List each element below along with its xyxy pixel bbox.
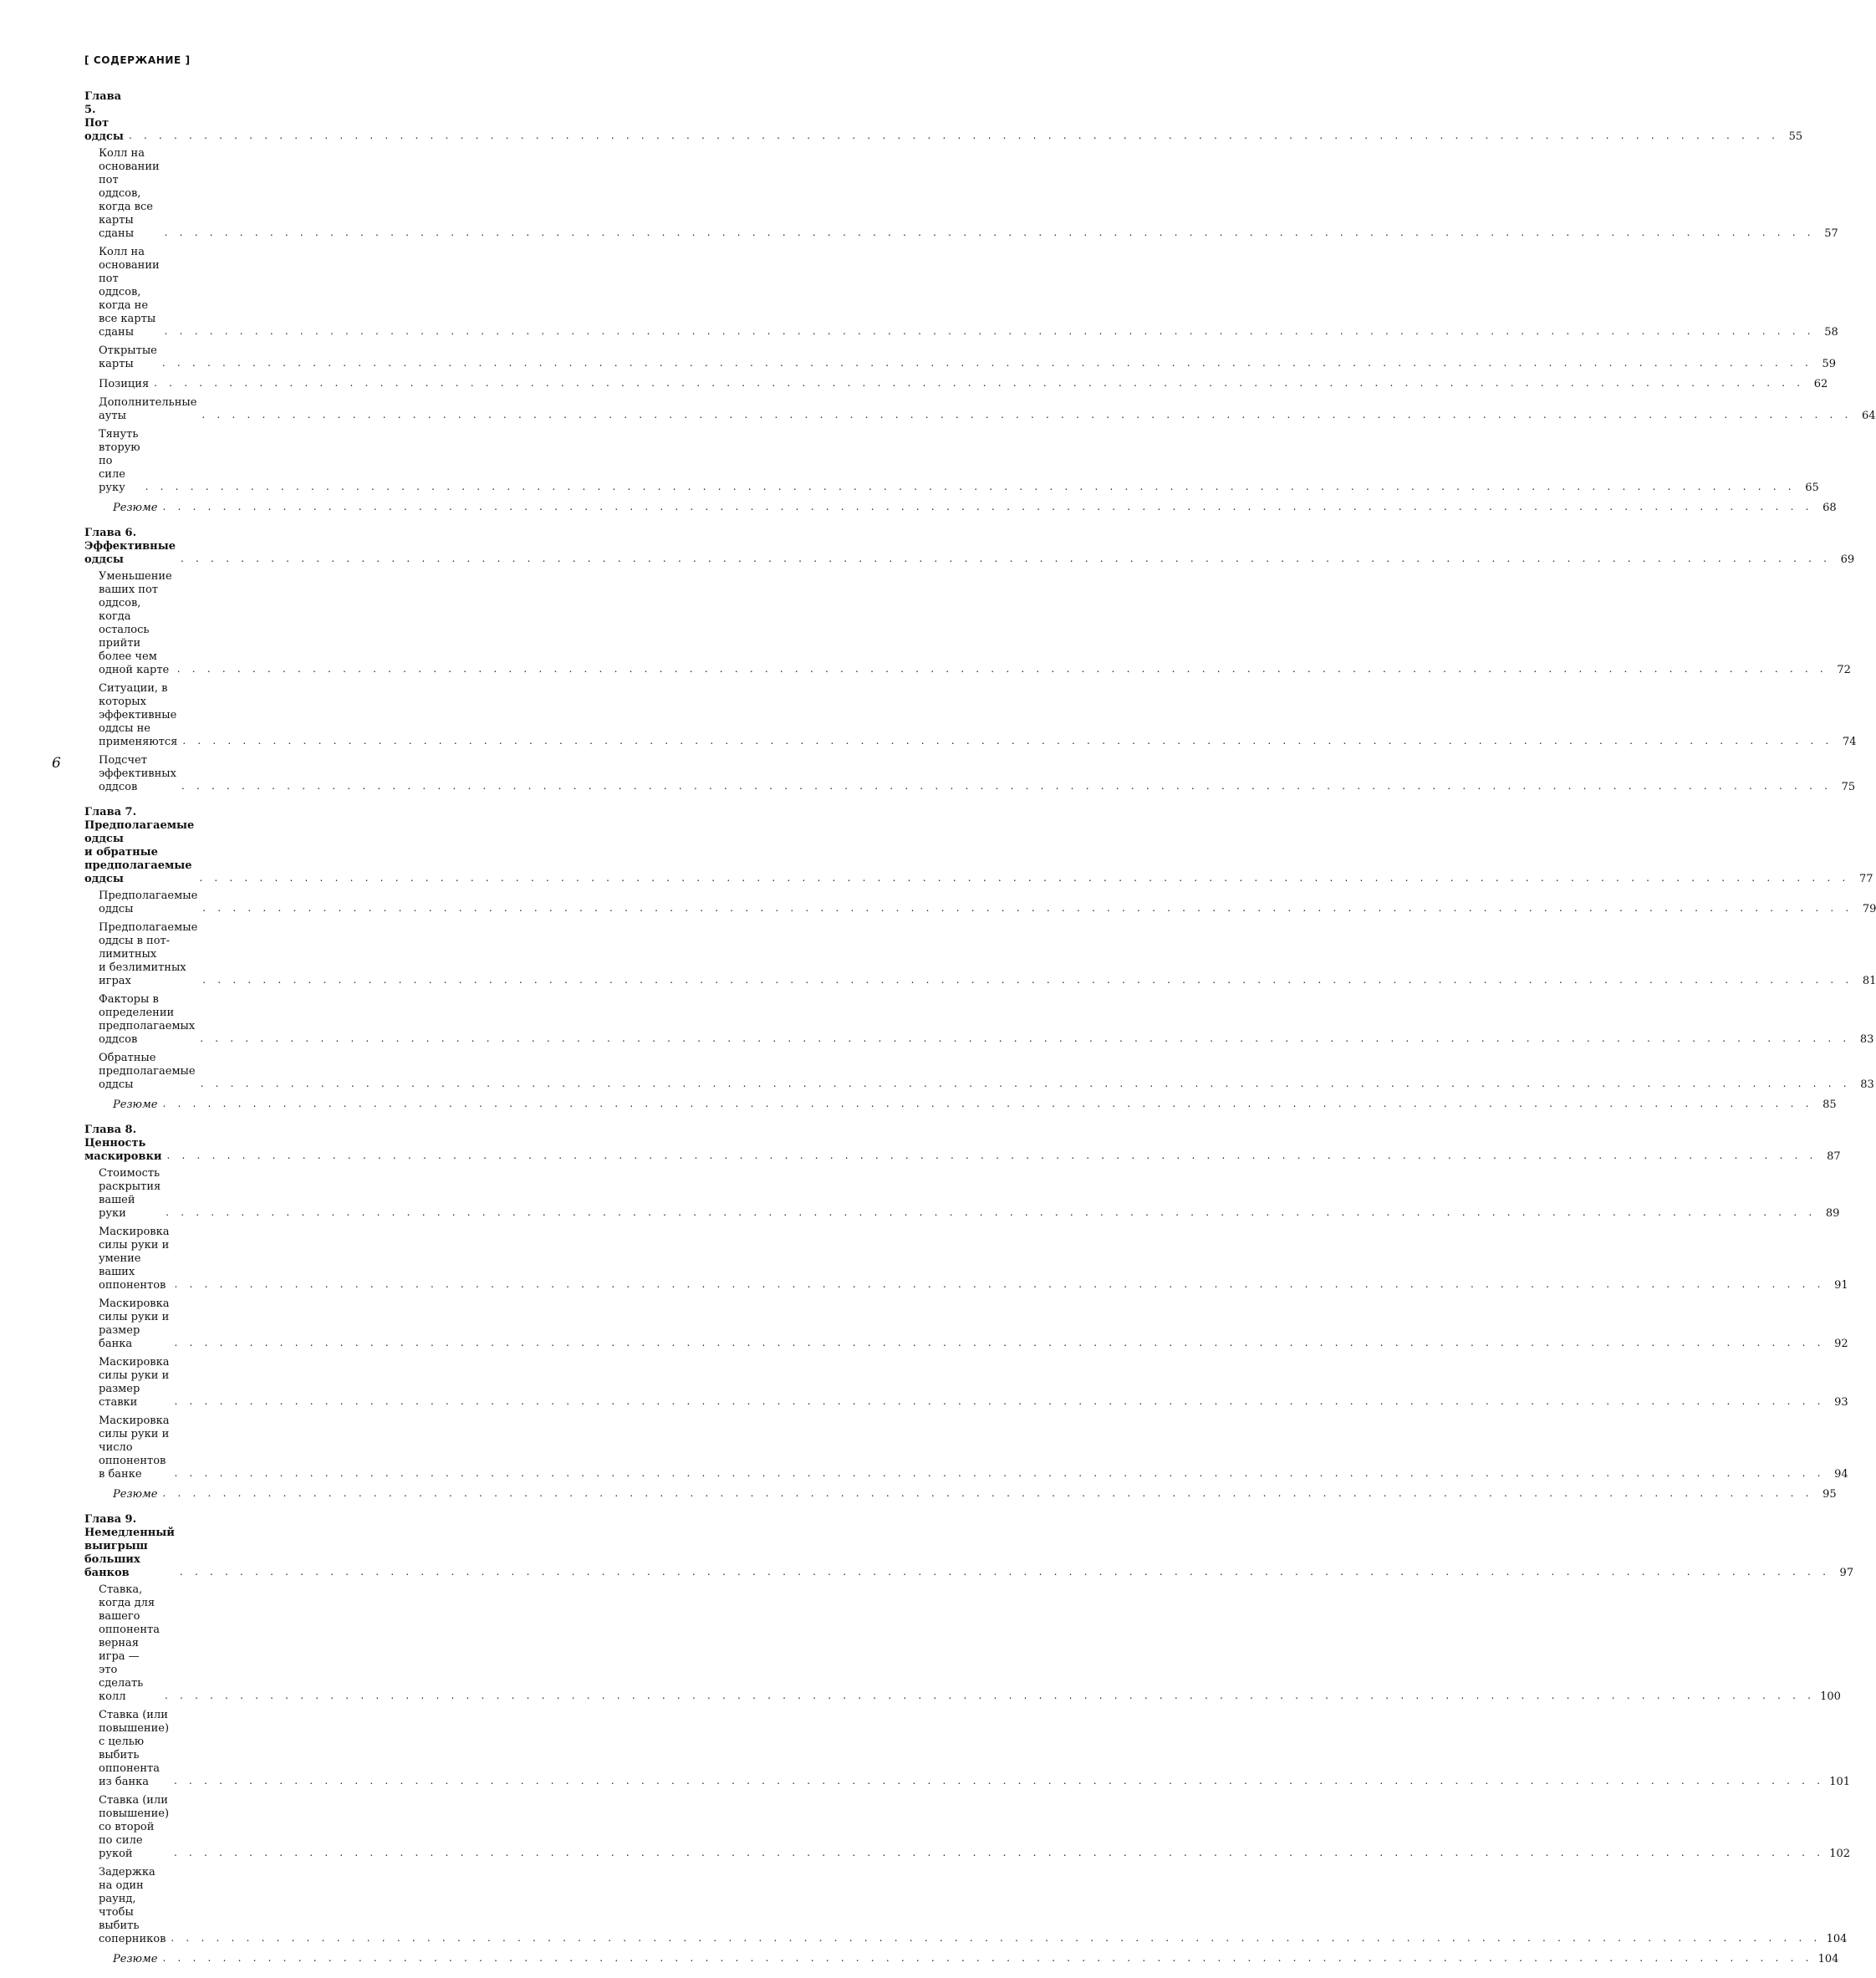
section-entry-page-number: 102 [1829,1848,1851,1860]
section-entry-page-number: 65 [1805,482,1819,494]
section-entry-text-line: Маскировка силы руки и число оппонентов в банке [99,1415,170,1481]
section-entry-page-number: 75 [1841,781,1856,793]
chapter-heading-label [84,527,176,567]
dot-leader [174,1277,1824,1291]
section-entry-label [99,1052,196,1092]
chapter-heading-label [84,1513,175,1580]
dot-leader [174,1774,1824,1787]
dot-leader [129,129,1779,142]
dot-leader [174,1846,1824,1859]
section-entry [84,428,1819,495]
dot-leader [165,226,1815,239]
section-entry-text-line: Ставка, когда для вашего оппонента [99,1583,160,1636]
chapter-heading-text-line: Глава 9. Немедленный выигрыш больших банков [84,1513,175,1579]
section-entry-page-number: 57 [1824,227,1838,240]
section-entry-text-line: Тянуть вторую по силе руку [99,428,140,494]
section-entry-page-number: 59 [1822,358,1837,370]
dot-leader [201,408,1852,421]
dot-leader [202,901,1853,915]
section-entry [84,1583,1841,1704]
chapter-heading [84,1124,1841,1164]
section-entry-text-line: Колл на основании пот оддсов, когда не все карты сданы [99,246,160,339]
section-entry-text-line: Подсчет эффективных оддсов [99,754,176,793]
section-entry-text-line: Предполагаемые оддсы [99,890,198,915]
dot-leader [181,779,1832,793]
section-entry-text-line: Уменьшение ваших пот оддсов, [99,570,172,609]
section-entry-label [99,1794,169,1861]
section-entry-text-line: Ставка (или повышение) с целью выбить оппонента из банка [99,1709,170,1788]
section-entry [84,1415,1848,1481]
section-entry-text-line: Ситуации, в которых эффективные оддсы не применяются [99,682,178,748]
chapter-heading [84,527,1855,567]
section-entry [84,1866,1848,1946]
dot-leader [165,1689,1815,1702]
section-entry-label [99,921,197,988]
section-entry-label [99,1709,169,1789]
dot-leader [180,1565,1830,1578]
chapter-block [84,1124,1848,1501]
section-entry-page-number: 91 [1834,1279,1848,1292]
section-entry [84,376,1828,391]
chapter-heading [84,90,1803,144]
dot-leader [165,324,1815,338]
dot-leader [202,973,1853,986]
section-entry-page-number: 104 [1826,1933,1848,1945]
section-entry-label [99,1583,160,1704]
section-entry-page-number: 83 [1859,1033,1874,1046]
section-entry-page-number: 92 [1834,1338,1848,1350]
section-entry-label [99,428,140,495]
summary-entry-page-number: 85 [1822,1099,1837,1111]
section-entry-text-line: и безлимитных играх [99,961,186,987]
chapter-block [84,1513,1854,1966]
section-entry-page-number: 89 [1825,1207,1840,1220]
summary-entry-label [113,502,157,515]
section-entry [84,344,1837,371]
section-entry [84,1297,1848,1351]
dot-leader [154,376,1804,390]
section-entry-label [99,147,160,241]
section-entry-text-line: Предполагаемые оддсы в пот-лимитных [99,921,198,961]
section-entry-page-number: 58 [1824,326,1838,339]
section-entry-label [99,682,177,749]
section-entry-page-number: 74 [1842,736,1857,748]
section-entry-text-line: Обратные предполагаемые оддсы [99,1052,196,1091]
chapter-block [84,806,1876,1112]
section-entry [84,396,1876,423]
chapter-heading-page-number: 77 [1858,873,1873,885]
section-entry [84,1356,1848,1410]
section-entry-label [99,570,172,677]
dot-leader [162,1097,1812,1110]
chapter-heading-page-number: 97 [1839,1567,1854,1579]
dot-leader [174,1336,1824,1349]
section-entry [84,570,1851,677]
chapter-heading-label [84,1124,161,1164]
section-entry [84,1052,1874,1092]
section-entry-page-number: 83 [1860,1078,1874,1091]
chapter-block [84,90,1876,515]
summary-entry [84,500,1837,515]
summary-entry-text-line: Резюме [113,502,158,514]
summary-entry-label [113,1953,157,1966]
dot-leader [166,1206,1816,1219]
section-entry-label [99,378,149,391]
section-entry-text-line: Маскировка силы руки и размер банка [99,1297,170,1350]
section-entry-label [99,1866,166,1946]
section-entry [84,993,1874,1047]
section-entry-text-line: верная игра — это сделать колл [99,1637,144,1703]
section-entry-label [99,993,195,1047]
section-entry [84,1226,1848,1292]
section-entry [84,1709,1851,1789]
page-number: 6 [52,755,61,772]
dot-leader [166,1149,1817,1162]
section-entry-page-number: 64 [1862,410,1876,422]
section-entry-text-line: Дополнительные ауты [99,396,197,422]
section-entry-label [99,344,157,371]
summary-entry [84,1951,1839,1966]
summary-entry [84,1486,1837,1501]
summary-entry-page-number: 104 [1817,1953,1839,1965]
summary-entry-text-line: Резюме [113,1099,158,1111]
section-entry-text-line: Маскировка силы руки и размер ставки [99,1356,170,1409]
section-entry-text-line: Открытые карты [99,344,157,370]
section-entry-text-line: Стоимость раскрытия вашей руки [99,1167,161,1220]
section-entry-page-number: 101 [1829,1776,1851,1788]
chapter-heading-page-number: 69 [1840,553,1855,566]
summary-entry-label [113,1099,157,1112]
summary-entry [84,1097,1837,1112]
summary-entry-label [113,1488,157,1501]
chapter-heading-label [84,806,194,886]
running-header: [ СОДЕРЖАНИЕ ] [84,54,191,66]
section-entry [84,921,1876,988]
section-entry-label [99,1226,169,1292]
chapter-heading-page-number: 55 [1788,130,1803,143]
chapter-heading-text-line: Глава 6. Эффективные оддсы [84,527,176,566]
section-entry [84,890,1876,916]
chapter-heading-text-line: и обратные предполагаемые оддсы [84,846,192,885]
section-entry-page-number: 93 [1834,1396,1848,1409]
dot-leader [162,1486,1812,1500]
section-entry-label [99,1356,169,1410]
section-entry-label [99,396,196,423]
section-entry-text-line: Факторы в определении предполагаемых оддсов [99,993,196,1046]
dot-leader [182,734,1833,747]
chapter-block [84,527,1857,794]
chapter-heading-label [84,90,124,144]
section-entry [84,1794,1851,1861]
dot-leader [201,1077,1851,1090]
table-of-contents [84,90,1876,1978]
dot-leader [200,1032,1850,1045]
section-entry-label [99,754,176,794]
dot-leader [174,1394,1824,1408]
section-entry [84,682,1857,749]
section-entry-label [99,890,197,916]
summary-entry-text-line: Резюме [113,1953,158,1965]
section-entry [84,754,1856,794]
section-entry-text-line: Колл на основании пот оддсов, когда все карты сданы [99,147,160,240]
dot-leader [199,871,1849,884]
chapter-heading-page-number: 87 [1827,1150,1841,1163]
chapter-heading-text-line: Глава 8. Ценность маскировки [84,1124,162,1163]
section-entry-page-number: 94 [1834,1468,1848,1481]
dot-leader [177,662,1828,675]
section-entry-page-number: 79 [1862,903,1876,915]
dot-leader [174,1466,1824,1480]
dot-leader [162,500,1812,513]
section-entry-label [99,246,160,339]
chapter-heading [84,806,1873,886]
section-entry-page-number: 100 [1820,1690,1841,1703]
section-entry-page-number: 72 [1837,664,1851,676]
chapter-heading [84,1513,1854,1580]
dot-leader [181,552,1831,565]
section-entry-text-line: когда осталось прийти более чем одной карте [99,610,170,676]
summary-entry-text-line: Резюме [113,1488,158,1501]
section-entry-text-line: Задержка на один раунд, чтобы выбить соперников [99,1866,166,1945]
section-entry-text-line: Ставка (или повышение) со второй по силе рукой [99,1794,170,1860]
summary-entry-page-number: 95 [1822,1488,1837,1501]
section-entry-page-number: 62 [1813,378,1828,390]
section-entry-label [99,1297,169,1351]
section-entry-text-line: Позиция [99,378,150,390]
dot-leader [145,480,1796,493]
dot-leader [162,1951,1812,1965]
section-entry-page-number: 81 [1862,975,1876,987]
chapter-heading-text-line: Глава 7. Предполагаемые оддсы [84,806,195,845]
section-entry [84,1167,1840,1221]
section-entry-label [99,1167,161,1221]
chapter-heading-text-line: Глава 5. Пот оддсы [84,90,124,143]
section-entry-label [99,1415,169,1481]
section-entry-text-line: Маскировка силы руки и умение ваших оппонентов [99,1226,170,1292]
dot-leader [162,356,1812,370]
section-entry [84,147,1838,241]
summary-entry-page-number: 68 [1822,502,1837,514]
dot-leader [171,1931,1821,1945]
section-entry [84,246,1838,339]
